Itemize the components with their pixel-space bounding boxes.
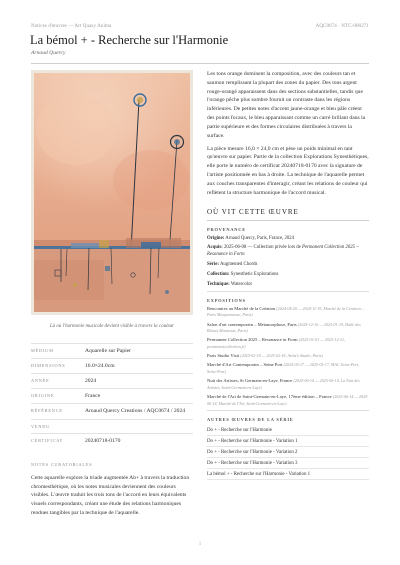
spec-key: DIMENSIONS xyxy=(31,363,66,369)
breadcrumb[interactable]: Notices d'œuvres — Art Quasy Anima xyxy=(31,24,112,29)
exposition-name[interactable]: Salon d'art contemporain – Metamorphose, Paris xyxy=(207,321,297,327)
other-work-link[interactable]: Do + - Recherche sur l'Harmonie - Variation 2 xyxy=(207,447,369,458)
provenance-serie: Série: Augmented Chords xyxy=(207,262,258,268)
exposition-meta: (2025-06-14 — 2025-06-14, Marché de l'Art, Saint-Germain-en-Laye) xyxy=(207,393,369,406)
notes-label: NOTES CURATORIALES xyxy=(31,462,93,467)
where-section-title: OÙ VIT CETTE ŒUVRE xyxy=(207,208,369,221)
spec-value: Arnaud Quercy Creations / AQC0674 / 2024 xyxy=(85,408,186,415)
spec-row xyxy=(31,433,193,448)
spec-value: 16.0×24.0cm xyxy=(85,363,115,370)
spec-key: ORIGINE xyxy=(31,393,55,399)
exposition-meta: (2025-01-01 — 2025-12-31, permanentcollection.fr) xyxy=(207,337,346,349)
divider xyxy=(207,410,369,411)
header-divider xyxy=(31,63,369,64)
exposition-name[interactable]: Marché de l'Art de Saint-Germain-en-Laye, 17ème édition – France xyxy=(207,393,332,399)
exposition-meta: (2024-04-20 — 2024-11-19, Marché de la Création – Paris Montparnasse, Paris) xyxy=(207,305,364,318)
spec-row xyxy=(31,358,193,373)
exposition-item xyxy=(207,322,369,335)
spec-row xyxy=(31,403,193,418)
exposition-name[interactable]: Nuit des Artistes, St Germain-en-Laye, France xyxy=(207,378,293,384)
exposition-name[interactable]: Permanent Collection 2025 – Resonance in Form xyxy=(207,337,298,343)
artist-name: Arnaud Quercy xyxy=(31,50,66,56)
right-column xyxy=(207,70,369,480)
exposition-item xyxy=(207,362,369,375)
spec-key: MÉDIUM xyxy=(31,348,54,353)
provenance-technique: Technique: Watercolor xyxy=(207,281,253,287)
provenance-collection: Collection: Synesthetic Explorations xyxy=(207,271,279,277)
top-bar xyxy=(31,24,369,29)
spec-value: France xyxy=(85,393,101,400)
exposition-item xyxy=(207,337,369,350)
reference-code: AQC0674 · NTC-000271 xyxy=(315,24,369,29)
spec-key: VENDU xyxy=(31,423,51,429)
spec-row xyxy=(31,388,193,403)
exposition-item xyxy=(207,306,369,319)
other-work-link[interactable]: Do + - Recherche sur l'Harmonie - Variation 3 xyxy=(207,458,369,469)
spec-row xyxy=(31,343,193,358)
exposition-name[interactable]: Paris Studio Visit xyxy=(207,353,240,359)
spec-row xyxy=(31,419,193,433)
spec-key: RÉFÉRENCE xyxy=(31,408,63,414)
spec-value: Aquarelle sur Papier xyxy=(85,348,131,354)
notes-text: Cette aquarelle explore la triade augmentée Ab+ à travers la traduction chromesthétique, où les notes musicales deviennent des couleurs visibles. L'œuvre traduit les trois tons de l'accord en leurs équivalents visuels correspondants, créant une étude des relations harmoniques rendues tangibles par la technique de l'aquarelle. xyxy=(31,475,190,516)
artwork-caption: Là où l'harmonie musicale devient visible à travers la couleur xyxy=(49,324,175,329)
exposition-name[interactable]: Rencontres au Marché de la Création xyxy=(207,305,276,311)
spec-key: CERTIFICAT xyxy=(31,437,64,443)
spec-row xyxy=(31,373,193,388)
exposition-meta: (2025-06-14 — 2025-06-14, La Nuit des Artistes, Saint-Germain-en-Laye) xyxy=(207,378,360,390)
other-work-link[interactable]: Do + - Recherche sur l'Harmonie xyxy=(207,425,369,436)
expositions-label: EXPOSITIONS xyxy=(207,297,246,303)
other-works-list xyxy=(207,425,369,480)
other-works-label: AUTRES ŒUVRES DE LA SÉRIE xyxy=(207,417,294,423)
page-number: 1 xyxy=(198,542,202,547)
artwork-image[interactable] xyxy=(31,70,193,315)
specs-table xyxy=(31,343,193,448)
provenance-origin: Origine: Arnaud Quercy, Paris, France, 2024 xyxy=(207,235,295,241)
description-paragraph-2: La pièce mesure 16,0 × 24,0 cm et pèse un poids minimal en tant qu'œuvre sur papier. Partie de la collection Explorations Synesthétiques, elle porte le numéro de certificat 20240718-0170 avec la signature de l'artiste positionnée en bas à droite. La technique de l'aquarelle permet aux couches transparentes d'interagir, créant les relations de couleur qui reflètent la structure harmonique de l'accord musical. xyxy=(207,145,369,196)
provenance-label: PROVENANCE xyxy=(207,226,246,232)
description-paragraph-1: Les tons orange dominent la composition, avec des couleurs tan et saumon remplissant la plupart des zones du papier. Des tons argent rouge-orangé apparaissent dans des sections substantielles, tandis que l'orange pêche plus sombre fournit un contraste dans les régions inférieures. De petites notes d'accent jaune-orange et bleu pâle créent des points focaux, le bleu apparaissant comme un carré brillant dans la partie supérieure et des formes circulaires distribuées à travers la surface. xyxy=(207,71,366,139)
exposition-item xyxy=(207,353,369,360)
spec-value: 20240718-0170 xyxy=(85,437,121,444)
exposition-meta: (2025-02-18 — 2025-02-18, Artist's Studio, Paris) xyxy=(240,353,323,359)
exposition-meta: (2025-05-17 — 2025-05-17, MAC Seine-Port, Seine-Port) xyxy=(207,362,360,374)
provenance-block xyxy=(207,235,369,288)
provenance-acquis: Acquis: 2025-06-08 — Collection privée lors de Permanent Collection 2025 – Resonance in Form xyxy=(207,245,359,258)
page-title: La bémol + - Recherche sur l'Harmonie xyxy=(30,33,229,47)
other-work-link[interactable]: La bémol + - Recherche sur l'Harmonie - Variation 1 xyxy=(207,469,369,480)
exposition-item xyxy=(207,394,369,407)
exposition-item xyxy=(207,378,369,391)
spec-key: ANNÉE xyxy=(31,378,50,384)
exposition-name[interactable]: Marché d'Art Contemporain – Seine Port xyxy=(207,362,283,368)
divider xyxy=(207,291,369,292)
other-work-link[interactable]: Do + - Recherche sur l'Harmonie - Variation 1 xyxy=(207,436,369,447)
exposition-meta: (2024-12-16 — 2025-01-19, Halle des Blancs Manteaux, Paris) xyxy=(207,321,361,334)
expositions-list xyxy=(207,306,369,408)
spec-value: 2024 xyxy=(85,378,97,385)
